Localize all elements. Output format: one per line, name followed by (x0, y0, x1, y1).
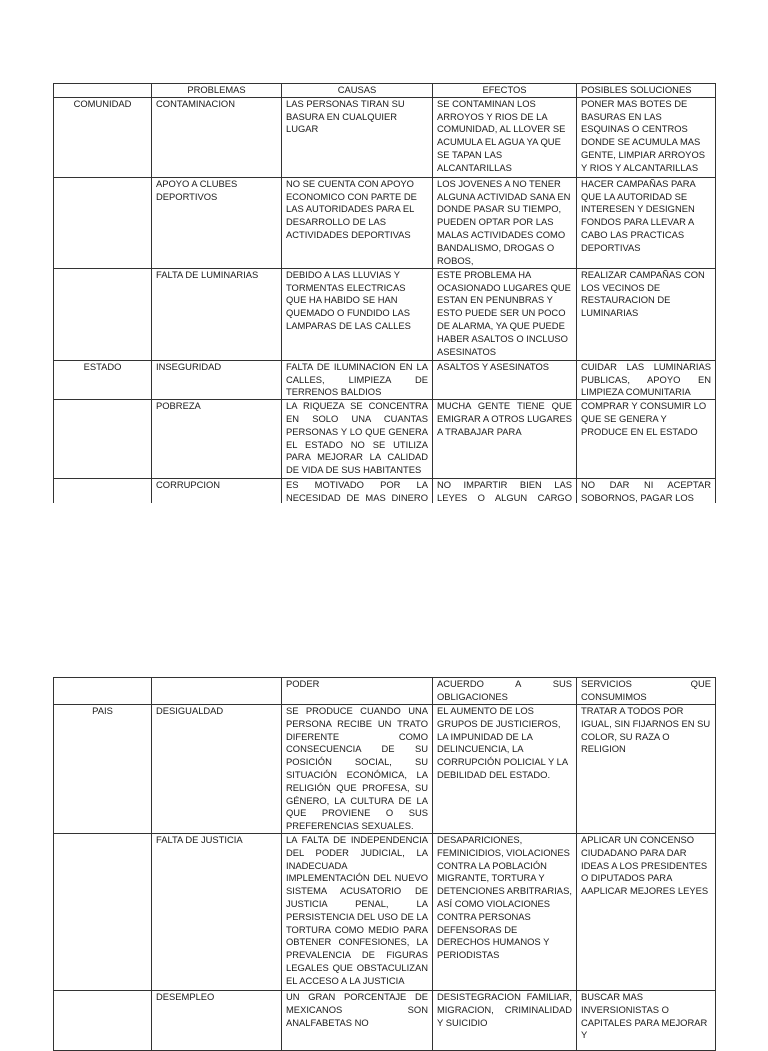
problem-cell: FALTA DE JUSTICIA (152, 833, 282, 990)
continuation-blank (54, 678, 152, 705)
effect-cell: ESTE PROBLEMA HA OCASIONADO LUGARES QUE ESTAN EN PENUNBRAS Y ESTO PUEDE SER UN POCO DE ALARMA, YA QUE PUEDE HABER ASALTOS O INCLUSO ASESINATOS (433, 268, 577, 360)
category-cell: COMUNIDAD (54, 97, 152, 177)
table-row (54, 833, 716, 990)
solution-cell: BUSCAR MAS INVERSIONISTAS O CAPITALES PARA MEJORAR Y (577, 990, 716, 1050)
solution-cell: PONER MAS BOTES DE BASURAS EN LAS ESQUINAS O CENTROS DONDE SE ACUMULA MAS GENTE, LIMPIAR ARROYOS Y RIOS Y ALCANTARILLAS (577, 97, 716, 177)
table-row (54, 97, 716, 177)
header-efectos: EFECTOS (433, 84, 577, 98)
problem-cell: FALTA DE LUMINARIAS (152, 268, 282, 360)
problem-cell: DESEMPLEO (152, 990, 282, 1050)
solution-cell: APLICAR UN CONCENSO CIUDADANO PARA DAR IDEAS A LOS PRESIDENTES O DIPUTADOS PARA AAPLICAR MEJORES LEYES (577, 833, 716, 990)
effect-cell: SE CONTAMINAN LOS ARROYOS Y RIOS DE LA COMUNIDAD, AL LLOVER SE ACUMULA EL AGUA YA QUE SE TAPAN LAS ALCANTARILLAS (433, 97, 577, 177)
solution-cell: TRATAR A TODOS POR IGUAL, SIN FIJARNOS EN SU COLOR, SU RAZA O RELIGION (577, 705, 716, 834)
solution-cell: NO DAR NI ACEPTAR SOBORNOS, PAGAR LOS (577, 479, 716, 518)
solution-cell: COMPRAR Y CONSUMIR LO QUE SE GENERA Y PRODUCE EN EL ESTADO (577, 400, 716, 479)
category-cell (54, 400, 152, 479)
cause-cell: DEBIDO A LAS LLUVIAS Y TORMENTAS ELECTRICAS QUE HA HABIDO SE HAN QUEMADO O FUNDIDO LAS LAMPARAS DE LAS CALLES (282, 268, 433, 360)
cause-cell: FALTA DE ILUMINACION EN LA CALLES, LIMPIEZA DE TERRENOS BALDIOS (282, 360, 433, 399)
effect-cell: DESAPARICIONES, FEMINICIDIOS, VIOLACIONES CONTRA LA POBLACIÓN MIGRANTE, TORTURA Y DETENCIONES ARBITRARIAS, ASÍ COMO VIOLACIONES CONTRA PERSONAS DEFENSORAS DE DERECHOS HUMANOS Y PERIODISTAS (433, 833, 577, 990)
problem-cell: POBREZA (152, 400, 282, 479)
continuation-cause: PODER (282, 678, 433, 705)
category-cell: ESTADO (54, 360, 152, 399)
cause-cell: LA FALTA DE INDEPENDENCIA DEL PODER JUDICIAL, LA INADECUADA IMPLEMENTACIÓN DEL NUEVO SISTEMA ACUSATORIO DE JUSTICIA PENAL, LA PERSISTENCIA DEL USO DE LA TORTURA COMO MEDIO PARA OBTENER CONFESIONES, LA PREVALENCIA DE FIGURAS LEGALES QUE OBSTACULIZAN EL ACCESO A LA JUSTICIA (282, 833, 433, 990)
table-row (54, 990, 716, 1050)
effect-cell: NO IMPARTIR BIEN LAS LEYES O ALGUN CARGO (433, 479, 577, 518)
category-cell: PAIS (54, 705, 152, 834)
problem-cell: CONTAMINACION (152, 97, 282, 177)
page-gap (0, 503, 768, 673)
header-posibles-soluciones: POSIBLES SOLUCIONES (577, 84, 716, 98)
problem-cell: INSEGURIDAD (152, 360, 282, 399)
continuation-effect: ACUERDO A SUS OBLIGACIONES (433, 678, 577, 705)
effect-cell: MUCHA GENTE TIENE QUE EMIGRAR A OTROS LUGARES A TRABAJAR PARA (433, 400, 577, 479)
table-row (54, 360, 716, 399)
cause-cell: NO SE CUENTA CON APOYO ECONOMICO CON PARTE DE LAS AUTORIDADES PARA EL DESARROLLO DE LAS ACTIVIDADES DEPORTIVAS (282, 177, 433, 268)
table-row (54, 177, 716, 268)
header-causas: CAUSAS (282, 84, 433, 98)
table-row (54, 268, 716, 360)
effect-cell: LOS JOVENES A NO TENER ALGUNA ACTIVIDAD SANA EN DONDE PASAR SU TIEMPO, PUEDEN OPTAR POR LAS MALAS ACTIVIDADES COMO BANDALISMO, DROGAS O ROBOS, (433, 177, 577, 268)
table-row (54, 705, 716, 834)
problem-cell: CORRUPCION (152, 479, 282, 518)
category-cell (54, 990, 152, 1050)
category-cell (54, 177, 152, 268)
problems-table-page-1 (53, 83, 716, 519)
problem-cell: APOYO A CLUBES DEPORTIVOS (152, 177, 282, 268)
continuation-solution: SERVICIOS QUE CONSUMIMOS (577, 678, 716, 705)
cause-cell: LA RIQUEZA SE CONCENTRA EN SOLO UNA CUANTAS PERSONAS Y LO QUE GENERA EL ESTADO NO SE UTILIZA PARA MEJORAR LA CALIDAD DE VIDA DE SUS HABITANTES (282, 400, 433, 479)
continuation-blank (152, 678, 282, 705)
continuation-row (54, 678, 716, 705)
problem-cell: DESIGUALDAD (152, 705, 282, 834)
cause-cell: LAS PERSONAS TIRAN SU BASURA EN CUALQUIER LUGAR (282, 97, 433, 177)
problems-table-page-2 (53, 677, 716, 1051)
category-cell (54, 833, 152, 990)
effect-cell: ASALTOS Y ASESINATOS (433, 360, 577, 399)
header-problemas: PROBLEMAS (152, 84, 282, 98)
solution-cell: CUIDAR LAS LUMINARIAS PUBLICAS, APOYO EN LIMPIEZA COMUNITARIA (577, 360, 716, 399)
effect-cell: EL AUMENTO DE LOS GRUPOS DE JUSTICIEROS, LA IMPUNIDAD DE LA DELINCUENCIA, LA CORRUPCIÓN POLICIAL Y LA DEBILIDAD DEL ESTADO. (433, 705, 577, 834)
table-header-row (54, 84, 716, 98)
category-cell (54, 268, 152, 360)
table-row (54, 400, 716, 479)
effect-cell: DESISTEGRACION FAMILIAR, MIGRACION, CRIMINALIDAD Y SUICIDIO (433, 990, 577, 1050)
header-blank (54, 84, 152, 98)
cause-cell: SE PRODUCE CUANDO UNA PERSONA RECIBE UN TRATO DIFERENTE COMO CONSECUENCIA DE SU POSICIÓN SOCIAL, SU SITUACIÓN ECONÓMICA, LA RELIGIÓN QUE PROFESA, SU GÉNERO, LA CULTURA DE LA QUE PROVIENE O SUS PREFERENCIAS SEXUALES. (282, 705, 433, 834)
solution-cell: REALIZAR CAMPAÑAS CON LOS VECINOS DE RESTAURACION DE LUMINARIAS (577, 268, 716, 360)
solution-cell: HACER CAMPAÑAS PARA QUE LA AUTORIDAD SE INTERESEN Y DESIGNEN FONDOS PARA LLEVAR A CABO LAS PRACTICAS DEPORTIVAS (577, 177, 716, 268)
cause-cell: UN GRAN PORCENTAJE DE MEXICANOS SON ANALFABETAS NO (282, 990, 433, 1050)
cause-cell: ES MOTIVADO POR LA NECESIDAD DE MAS DINERO (282, 479, 433, 518)
